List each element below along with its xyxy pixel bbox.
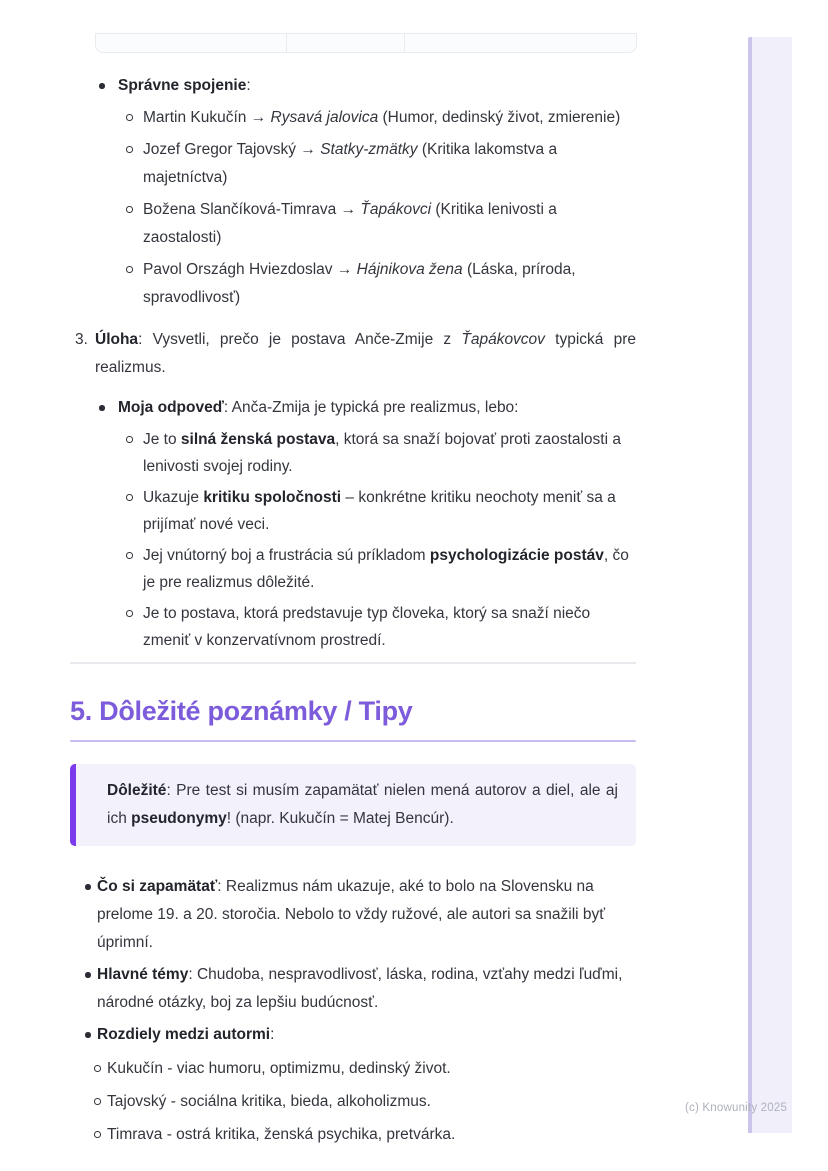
arrow-glyph: → — [250, 109, 267, 126]
bullet-icon — [98, 72, 118, 100]
list-item-text — [143, 256, 636, 312]
circle-bullet-icon — [125, 542, 143, 596]
heading-underline — [70, 740, 636, 743]
author-name: Božena Slančíková-Timrava — [143, 201, 337, 218]
list-item-text: Čo si zapamätať: Realizmus nám ukazuje, aké to bolo na Slovensku na prelome 19. a 20. storočia. Nebolo to vždy ružové, ale autori sa snažili byť úprimní. — [97, 878, 606, 951]
list-item-text: Ukazuje kritiku spoločnosti – konkrétne kritiku neochoty meniť sa a prijímať nové veci. — [143, 489, 616, 533]
list-item-tip — [70, 873, 636, 957]
item-number: 3. — [75, 331, 88, 348]
work-note: (Humor, dedinský život, zmierenie) — [382, 109, 621, 126]
list-item-text: Hlavné témy: Chudoba, nespravodlivosť, láska, rodina, vzťahy medzi ľuďmi, národné otázky, boj za lepšiu budúcnosť. — [97, 966, 623, 1011]
list-item-tip — [70, 961, 636, 1017]
work-note: (Kritika lenivosti a zaostalosti) — [143, 201, 557, 246]
list-item-reason — [70, 600, 636, 654]
work-note: (Láska, príroda, spravodlivosť) — [143, 261, 576, 306]
list-item-text: Je to postava, ktorá predstavuje typ človeka, ktorý sa snaží niečo zmeniť v konzervatívnom prostredí. — [143, 605, 591, 649]
list-item-spravne-spojenie — [70, 72, 636, 100]
list-item-reason — [70, 484, 636, 538]
arrow-glyph: → — [300, 141, 316, 158]
arrow-glyph: → — [336, 261, 353, 278]
important-callout — [70, 764, 636, 846]
circle-bullet-icon — [125, 136, 143, 192]
list-item-text: Timrava - ostrá kritika, ženská psychika, pretvárka. — [107, 1126, 456, 1143]
work-title: Ťapákovcov — [461, 331, 545, 348]
list-item-reason — [70, 426, 636, 480]
circle-bullet-icon — [93, 1088, 107, 1115]
circle-bullet-icon — [125, 256, 143, 312]
list-item-text — [143, 104, 636, 132]
section-divider — [70, 662, 636, 664]
list-item-author-work — [70, 196, 636, 252]
work-title: Statky-zmätky — [320, 141, 418, 158]
document-page-content — [70, 0, 636, 1148]
list-item-text: Moja odpoveď: Anča-Zmija je typická pre realizmus, lebo: — [118, 399, 519, 416]
author-name: Jozef Gregor Tajovský — [143, 141, 297, 158]
list-item-text: Je to silná ženská postava, ktorá sa snaží bojovať proti zaostalosti a lenivosti svojej rodiny. — [143, 431, 621, 475]
list-item-author-work — [70, 136, 636, 192]
bullet-icon — [98, 394, 118, 422]
list-item-text: Kukučín - viac humoru, optimizmu, dedinský život. — [107, 1060, 451, 1077]
bullet-icon — [84, 1021, 97, 1049]
callout-text: Dôležité: Pre test si musím zapamätať nielen mená autorov a diel, ale aj ich pseudonymy! (napr. Kukučín = Matej Bencúr). — [107, 782, 618, 827]
numbered-item-uloha — [70, 326, 636, 382]
work-note: (Kritika lakomstva a majetníctva) — [143, 141, 558, 186]
circle-bullet-icon — [93, 1121, 107, 1148]
list-item-text: Tajovský - sociálna kritika, bieda, alkoholizmus. — [107, 1093, 431, 1110]
circle-bullet-icon — [125, 426, 143, 480]
list-item-tip — [70, 1021, 636, 1049]
arrow-glyph: → — [340, 201, 357, 218]
work-title: Ťapákovci — [360, 201, 432, 218]
circle-bullet-icon — [125, 196, 143, 252]
list-item-text: Jej vnútorný boj a frustrácia sú príkladom psychologizácie postáv, čo je pre realizmus dôležité. — [143, 547, 629, 591]
list-item-text — [143, 196, 636, 252]
list-item-text: Rozdiely medzi autormi: — [97, 1026, 275, 1043]
circle-bullet-icon — [125, 484, 143, 538]
list-item-author-difference — [70, 1055, 636, 1082]
list-item-moja-odpoved — [70, 394, 636, 422]
bullet-icon — [84, 873, 97, 957]
list-item-author-work — [70, 256, 636, 312]
section-heading: 5. Dôležité poznámky / Tipy — [70, 695, 413, 726]
list-item-reason — [70, 542, 636, 596]
list-item-author-difference — [70, 1088, 636, 1115]
list-item-text: Správne spojenie: — [118, 77, 251, 94]
watermark: (c) Knowunity 2025 — [685, 1102, 788, 1114]
circle-bullet-icon — [125, 104, 143, 132]
author-name: Martin Kukučín — [143, 109, 247, 126]
circle-bullet-icon — [125, 600, 143, 654]
adjacent-page-edge — [748, 37, 792, 1133]
bullet-icon — [84, 961, 97, 1017]
circle-bullet-icon — [93, 1055, 107, 1082]
work-title: Rysavá jalovica — [270, 109, 379, 126]
author-name: Pavol Országh Hviezdoslav — [143, 261, 333, 278]
numbered-item-text: Úloha: Vysvetli, prečo je postava Anče-Zmije z Ťapákovcov typická pre realizmus. — [95, 331, 636, 376]
list-item-author-difference — [70, 1121, 636, 1148]
work-title: Hájnikova žena — [356, 261, 463, 278]
list-item-text — [143, 136, 636, 192]
list-item-author-work — [70, 104, 636, 132]
